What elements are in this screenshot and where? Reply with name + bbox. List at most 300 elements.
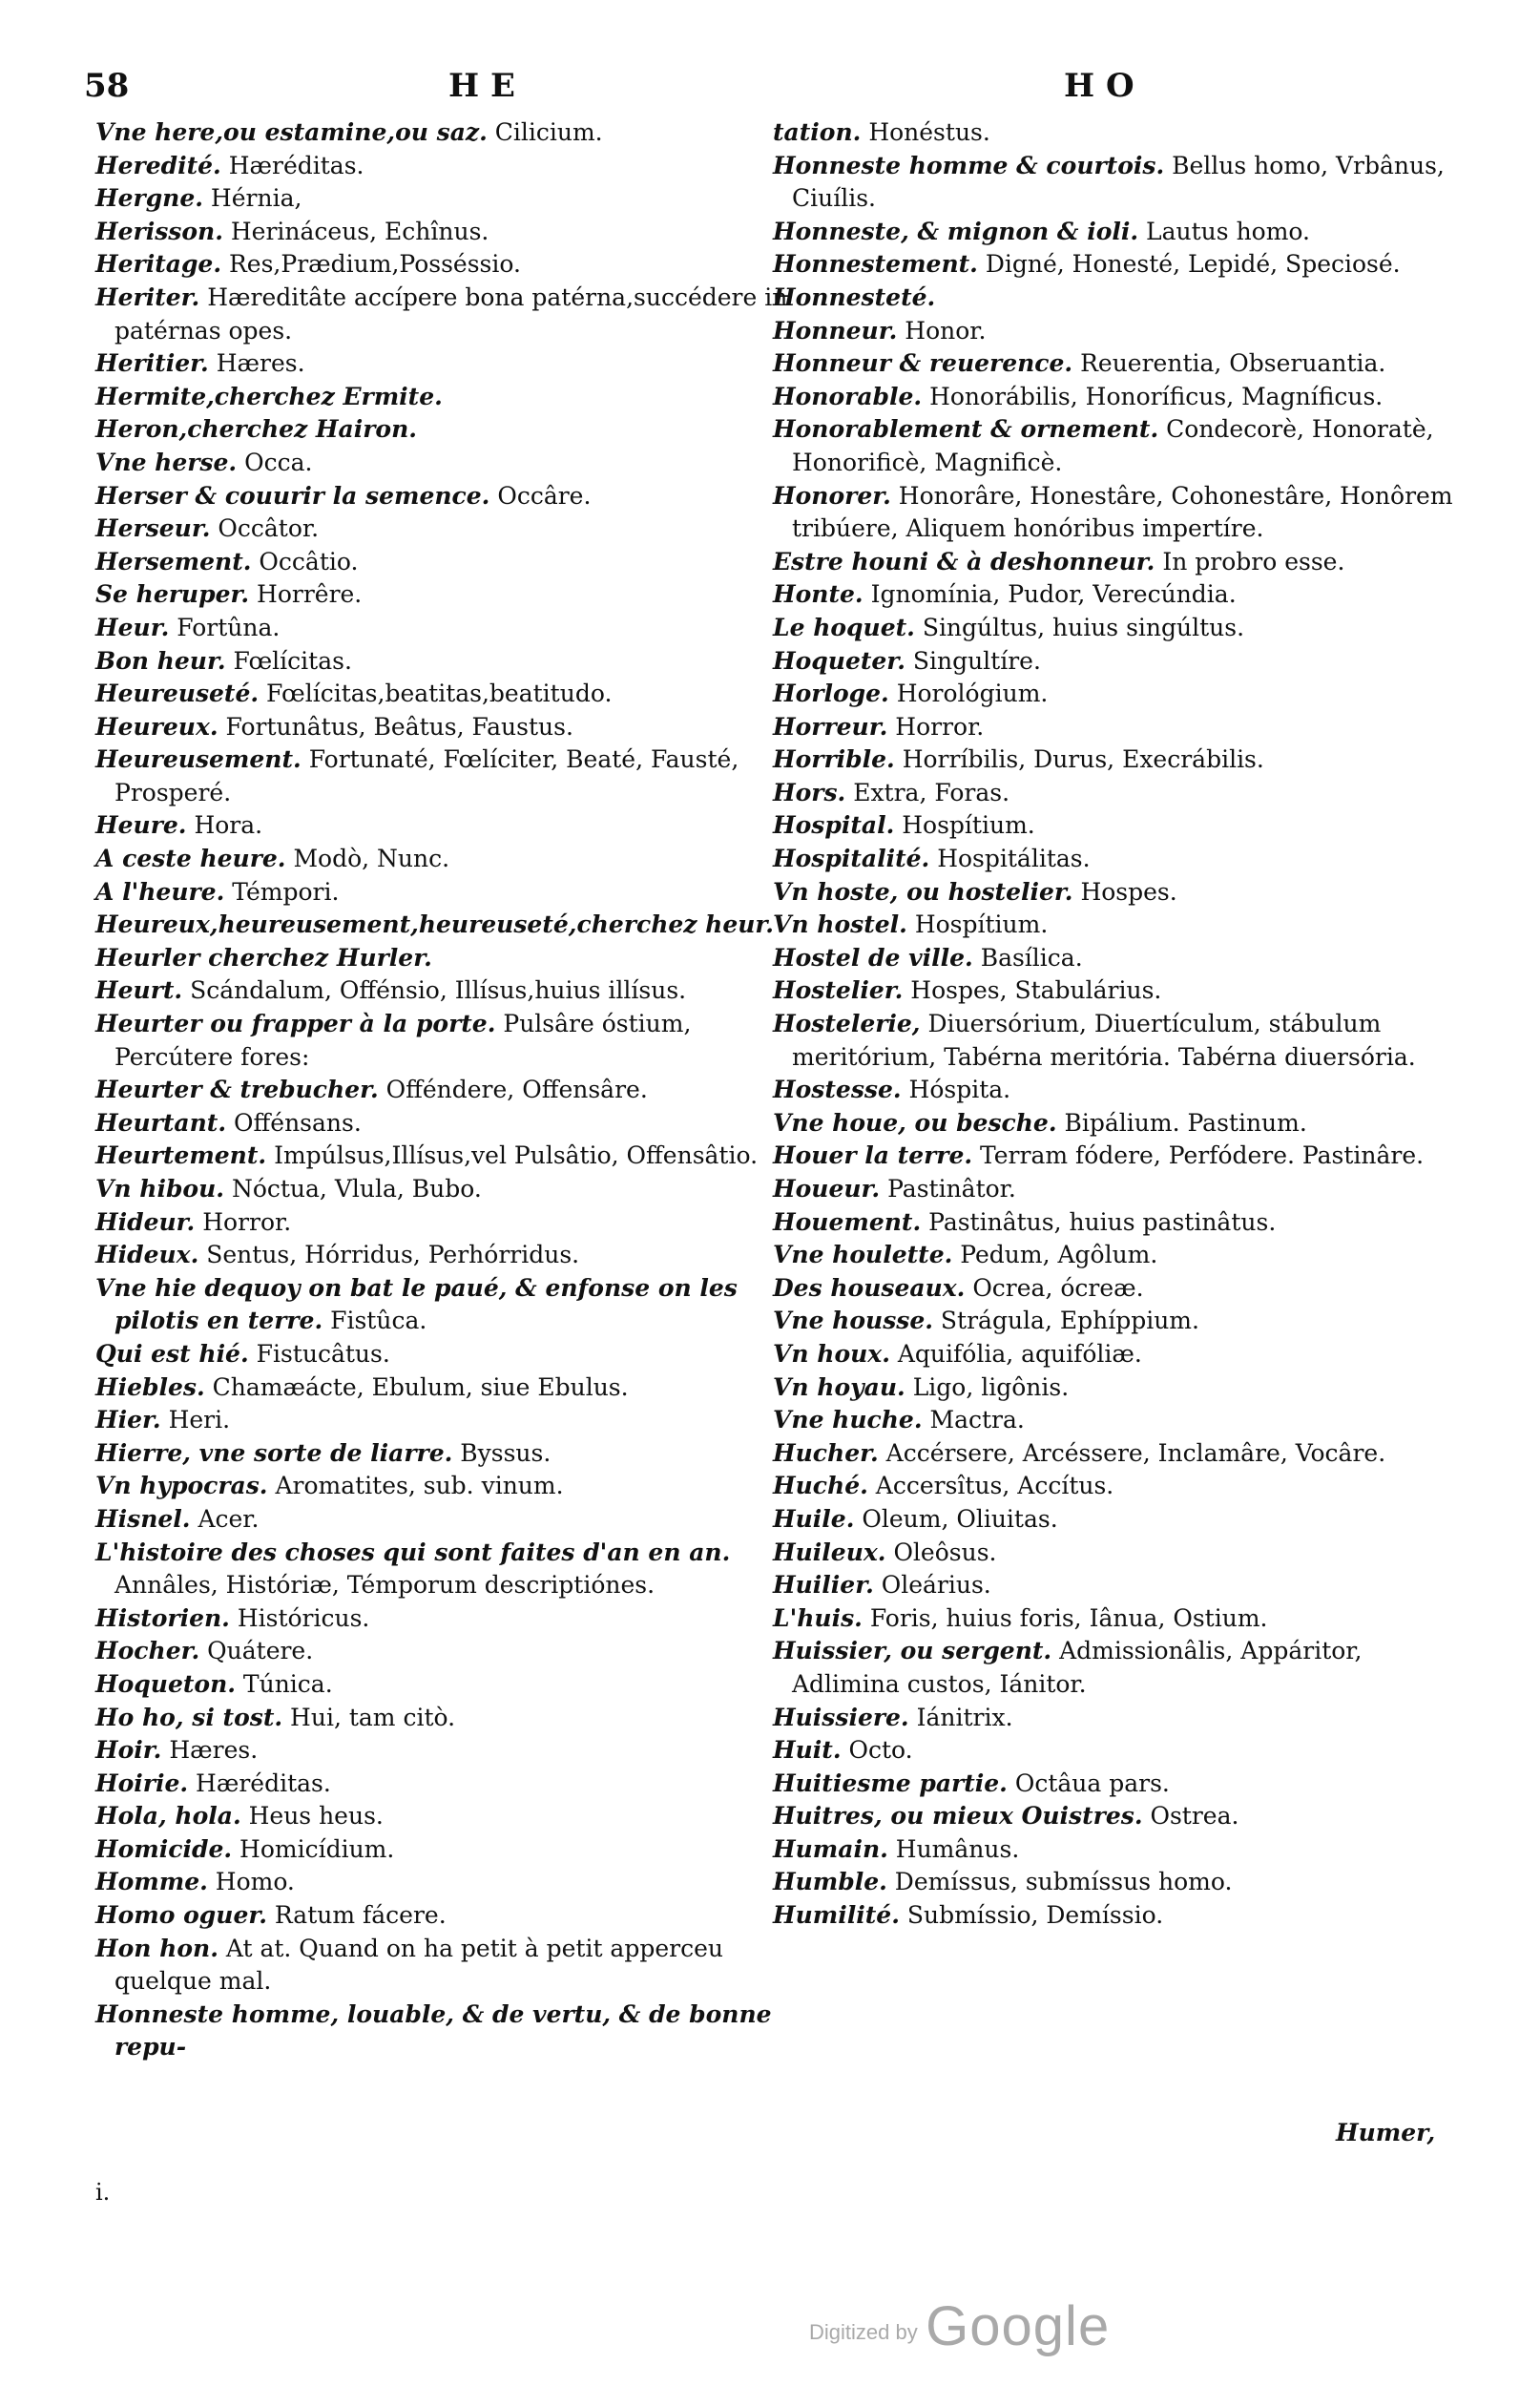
- dictionary-entry: [773, 1899, 1469, 1933]
- entry-headword: Hostelerie,: [773, 1010, 921, 1038]
- dictionary-entry: [95, 1173, 797, 1206]
- entry-translation: In probro esse.: [1162, 547, 1345, 576]
- dictionary-entry: [95, 1537, 797, 1602]
- entry-translation: Hóspita.: [908, 1076, 1011, 1104]
- entry-headword: Vn hoste, ou hostelier.: [773, 877, 1073, 906]
- entry-headword: Huché.: [773, 1472, 868, 1500]
- dictionary-entry: [95, 1933, 797, 1999]
- entry-translation: Reuerentia, Obseruantia.: [1080, 349, 1386, 378]
- dictionary-entry: [773, 282, 1469, 315]
- dictionary-entry: [95, 743, 797, 809]
- entry-headword: Hiebles.: [95, 1372, 205, 1401]
- entry-translation: Pedum, Agôlum.: [960, 1241, 1158, 1269]
- entry-translation: Témpori.: [232, 877, 340, 906]
- entry-headword: Heurler cherchez Hurler.: [95, 943, 432, 972]
- entry-headword: Heureusement.: [95, 745, 302, 774]
- entry-translation: Túnica.: [242, 1669, 333, 1698]
- entry-headword: Huile.: [773, 1504, 855, 1533]
- dictionary-entry: [773, 678, 1469, 711]
- entry-translation: Fœlícitas,beatitas,beatitudo.: [266, 680, 613, 708]
- dictionary-entry: [95, 1437, 797, 1471]
- entry-headword: Hon hon.: [95, 1934, 219, 1962]
- dictionary-entry: [95, 248, 797, 282]
- entry-translation: Horológium.: [896, 680, 1049, 708]
- dictionary-entry: [773, 1800, 1469, 1833]
- entry-translation: Iánitrix.: [916, 1703, 1013, 1731]
- watermark-prefix: Digitized by: [809, 2320, 918, 2344]
- entry-headword: Heurter & trebucher.: [95, 1076, 379, 1104]
- entry-translation: Fortunâtus, Beâtus, Faustus.: [225, 712, 573, 741]
- dictionary-entry: [773, 942, 1469, 975]
- entry-headword: Qui est hié.: [95, 1339, 249, 1368]
- running-head-left: H E: [448, 67, 515, 105]
- entry-translation: Pastinâtus, huius pastinâtus.: [928, 1207, 1277, 1236]
- dictionary-entry: [95, 1635, 797, 1668]
- entry-translation: Digné, Honesté, Lepidé, Speciosé.: [985, 250, 1401, 279]
- entry-headword: Humble.: [773, 1868, 887, 1896]
- dictionary-entry: [773, 743, 1469, 777]
- entry-headword: Hostesse.: [773, 1076, 902, 1104]
- entry-translation: Diuersórium, Diuertículum, stábulum meritórium, Tabérna meritória. Tabérna diuersória.: [792, 1010, 1416, 1071]
- digitized-watermark: [809, 2294, 1110, 2358]
- entry-headword: Hoirie.: [95, 1769, 189, 1797]
- entry-headword: Ho ho, si tost.: [95, 1703, 283, 1731]
- dictionary-entry: [95, 1668, 797, 1702]
- entry-headword: Houeur.: [773, 1175, 881, 1203]
- entry-headword: Vne houlette.: [773, 1241, 953, 1269]
- entry-headword: Honte.: [773, 580, 864, 609]
- dictionary-entry: [95, 1602, 797, 1636]
- entry-translation: Hæreditâte accípere bona patérna,succédere in patérnas opes.: [114, 283, 788, 345]
- entry-translation: Foris, huius foris, Iânua, Ostium.: [869, 1603, 1268, 1632]
- dictionary-entry: [773, 1833, 1469, 1867]
- entry-headword: Huileux.: [773, 1538, 886, 1566]
- entry-headword: Heureux.: [95, 712, 219, 741]
- dictionary-entry: [773, 578, 1469, 612]
- dictionary-entry: [773, 1338, 1469, 1371]
- entry-headword: A l'heure.: [95, 877, 225, 906]
- entry-headword: Heureuseté.: [95, 680, 260, 708]
- entry-headword: Hier.: [95, 1406, 161, 1434]
- dictionary-entry: [95, 1074, 797, 1107]
- dictionary-entry: [773, 1206, 1469, 1240]
- dictionary-entry: [773, 1503, 1469, 1537]
- entry-headword: Homicide.: [95, 1834, 233, 1863]
- entry-translation: Herináceus, Echînus.: [230, 217, 489, 245]
- dictionary-entry: [95, 282, 797, 347]
- entry-translation: Hui, tam citò.: [290, 1703, 456, 1731]
- entry-translation: Sentus, Hórridus, Perhórridus.: [206, 1241, 580, 1269]
- dictionary-entry: [95, 1008, 797, 1074]
- watermark-logo: Google: [926, 2295, 1111, 2357]
- entry-translation: Acer.: [198, 1504, 260, 1533]
- entry-translation: Horror.: [895, 712, 985, 741]
- entry-headword: Horrible.: [773, 745, 895, 774]
- entry-headword: Hucher.: [773, 1438, 879, 1467]
- dictionary-entry: [773, 1437, 1469, 1471]
- entry-translation: Oleum, Oliuitas.: [862, 1504, 1058, 1533]
- dictionary-entry: [95, 578, 797, 612]
- dictionary-entry: [95, 645, 797, 679]
- entry-translation: Hospes, Stabulárius.: [910, 976, 1162, 1005]
- entry-headword: L'histoire des choses qui sont faites d'an en an.: [95, 1538, 731, 1566]
- catchword: Humer,: [1336, 2119, 1436, 2146]
- entry-headword: Herser & couurir la semence.: [95, 481, 490, 510]
- entry-headword: Honneur.: [773, 316, 898, 345]
- entry-headword: Huissiere.: [773, 1703, 909, 1731]
- entry-headword: Horreur.: [773, 712, 888, 741]
- dictionary-entry: [95, 1107, 797, 1141]
- entry-translation: Singúltus, huius singúltus.: [922, 613, 1245, 641]
- entry-headword: tation.: [773, 118, 862, 146]
- entry-headword: Homo oguer.: [95, 1901, 267, 1930]
- dictionary-entry: [95, 876, 797, 910]
- entry-headword: Huissier, ou sergent.: [773, 1637, 1052, 1665]
- dictionary-entry: [773, 1866, 1469, 1899]
- entry-translation: Demíssus, submíssus homo.: [894, 1868, 1233, 1896]
- dictionary-entry: [95, 974, 797, 1008]
- entry-headword: Hospital.: [773, 811, 895, 840]
- dictionary-entry: [773, 1404, 1469, 1437]
- dictionary-entry: [773, 1371, 1469, 1405]
- entry-translation: Basílica.: [980, 943, 1083, 972]
- entry-headword: Honnestement.: [773, 250, 978, 279]
- entry-headword: Vn houx.: [773, 1339, 890, 1368]
- entry-translation: Honorábilis, Honoríficus, Magníficus.: [929, 382, 1384, 410]
- entry-translation: Fortunaté, Fœlíciter, Beaté, Fausté, Prosperé.: [114, 745, 739, 806]
- dictionary-entry: [95, 1338, 797, 1371]
- dictionary-entry: [773, 216, 1469, 249]
- dictionary-entry: [773, 1074, 1469, 1107]
- entry-translation: Hérnia,: [210, 184, 302, 213]
- dictionary-entry: [95, 1833, 797, 1867]
- entry-translation: Honéstus.: [868, 118, 990, 146]
- dictionary-entry: [773, 381, 1469, 414]
- dictionary-entry: [95, 1470, 797, 1503]
- dictionary-entry: [95, 1866, 797, 1899]
- dictionary-entry: [773, 1537, 1469, 1570]
- entry-headword: Hideux.: [95, 1241, 199, 1269]
- entry-headword: Hergne.: [95, 184, 203, 213]
- entry-headword: Honneste homme & courtois.: [773, 151, 1165, 179]
- entry-headword: Houement.: [773, 1207, 922, 1236]
- entry-translation: Res,Prædium,Posséssio.: [228, 250, 521, 279]
- entry-translation: Occâre.: [497, 481, 592, 510]
- entry-headword: L'huis.: [773, 1603, 863, 1632]
- dictionary-entry: [95, 1206, 797, 1240]
- dictionary-entry: [773, 1470, 1469, 1503]
- entry-headword: Heriter.: [95, 283, 200, 311]
- dictionary-entry: [773, 974, 1469, 1008]
- entry-headword: Honneur & reuerence.: [773, 349, 1073, 378]
- entry-translation: Occâtor.: [218, 514, 320, 543]
- entry-headword: Vne here,ou estamine,ou saz.: [95, 118, 488, 146]
- dictionary-entry: [773, 809, 1469, 843]
- dictionary-entry: [95, 1371, 797, 1405]
- dictionary-entry: [773, 347, 1469, 381]
- dictionary-entry: [773, 1635, 1469, 1701]
- entry-translation: At at. Quand on ha petit à petit apperceu quelque mal.: [114, 1934, 723, 1996]
- entry-translation: Hæréditas.: [228, 151, 364, 179]
- entry-headword: Heritier.: [95, 349, 209, 378]
- dictionary-entry: [95, 1800, 797, 1833]
- entry-translation: Mactra.: [929, 1406, 1025, 1434]
- entry-translation: Hæréditas.: [196, 1769, 331, 1797]
- entry-translation: Heus heus.: [248, 1802, 384, 1831]
- entry-translation: Oleárius.: [881, 1571, 991, 1600]
- entry-headword: Heredité.: [95, 151, 221, 179]
- entry-translation: Hora.: [194, 811, 263, 840]
- entry-headword: Vne housse.: [773, 1307, 933, 1335]
- entry-translation: Honor.: [905, 316, 987, 345]
- entry-headword: Heurt.: [95, 976, 183, 1005]
- dictionary-entry: [95, 711, 797, 744]
- dictionary-entry: [773, 612, 1469, 645]
- entry-translation: Horror.: [202, 1207, 292, 1236]
- entry-translation: Occâtio.: [259, 547, 359, 576]
- dictionary-entry: [95, 1734, 797, 1768]
- entry-headword: Huilier.: [773, 1571, 874, 1600]
- entry-translation: Offéndere, Offensâre.: [385, 1076, 648, 1104]
- dictionary-entry: [95, 809, 797, 843]
- dictionary-entry: [95, 1503, 797, 1537]
- entry-translation: Aquifólia, aquifóliæ.: [897, 1339, 1142, 1368]
- entry-translation: Hospítium.: [914, 910, 1049, 939]
- page-number: 58: [84, 67, 130, 105]
- dictionary-entry: [773, 1305, 1469, 1338]
- entry-translation: Terram fódere, Perfódere. Pastinâre.: [980, 1141, 1425, 1170]
- dictionary-entry: [773, 1768, 1469, 1801]
- entry-translation: Bipálium. Pastinum.: [1064, 1108, 1307, 1137]
- dictionary-entry: [95, 150, 797, 183]
- entry-headword: Herisson.: [95, 217, 223, 245]
- entry-headword: Humain.: [773, 1834, 888, 1863]
- entry-translation: Horrêre.: [257, 580, 363, 609]
- dictionary-entry: [773, 1569, 1469, 1602]
- signature-mark: i.: [95, 2179, 111, 2206]
- dictionary-entry: [773, 1702, 1469, 1735]
- dictionary-entry: [95, 182, 797, 216]
- dictionary-entry: [95, 612, 797, 645]
- entry-translation: Oleôsus.: [893, 1538, 997, 1566]
- dictionary-entry: [773, 413, 1469, 479]
- entry-translation: Hospitálitas.: [937, 845, 1091, 873]
- entry-translation: Byssus.: [460, 1438, 551, 1467]
- entry-headword: Hostel de ville.: [773, 943, 973, 972]
- entry-translation: Aromatites, sub. vinum.: [275, 1472, 564, 1500]
- dictionary-entry: [773, 248, 1469, 282]
- entry-headword: Vne hie dequoy on bat le paué, & enfonse on les pilotis en terre.: [95, 1273, 738, 1335]
- entry-translation: Scándalum, Offénsio, Illísus,huius illísus.: [190, 976, 687, 1005]
- entry-headword: Horloge.: [773, 680, 889, 708]
- entry-translation: Ostrea.: [1150, 1802, 1239, 1831]
- entry-translation: Homo.: [215, 1868, 295, 1896]
- entry-headword: Herseur.: [95, 514, 211, 543]
- dictionary-entry: [773, 876, 1469, 910]
- entry-headword: Heron,cherchez Hairon.: [95, 415, 417, 444]
- entry-translation: Pastinâtor.: [887, 1175, 1016, 1203]
- entry-headword: Heurter ou frapper à la porte.: [95, 1010, 496, 1038]
- entry-headword: Hierre, vne sorte de liarre.: [95, 1438, 453, 1467]
- entry-translation: Históricus.: [237, 1603, 370, 1632]
- entry-translation: Admissionâlis, Appáritor, Adlimina custos, Iánitor.: [792, 1637, 1363, 1698]
- entry-translation: Lautus homo.: [1146, 217, 1310, 245]
- left-column: [95, 116, 797, 2064]
- dictionary-entry: [773, 480, 1469, 546]
- dictionary-entry: [773, 777, 1469, 810]
- entry-translation: Quátere.: [207, 1637, 314, 1665]
- dictionary-entry: [773, 711, 1469, 744]
- entry-translation: Horríbilis, Durus, Execrábilis.: [902, 745, 1264, 774]
- entry-headword: Honnesteté.: [773, 283, 936, 311]
- entry-headword: Homme.: [95, 1868, 208, 1896]
- entry-translation: Ligo, ligônis.: [912, 1372, 1070, 1401]
- entry-translation: Accersîtus, Accítus.: [875, 1472, 1114, 1500]
- entry-headword: Hoqueter.: [773, 646, 905, 675]
- dictionary-entry: [95, 909, 797, 942]
- entry-translation: Bellus homo, Vrbânus, Ciuílis.: [792, 151, 1445, 213]
- entry-headword: Hospitalité.: [773, 845, 930, 873]
- entry-headword: Houer la terre.: [773, 1141, 973, 1170]
- entry-translation: Occa.: [244, 448, 313, 476]
- entry-headword: Heurtement.: [95, 1141, 267, 1170]
- entry-translation: Offénsans.: [234, 1108, 362, 1137]
- entry-translation: Accérsere, Arcéssere, Inclamâre, Vocâre.: [885, 1438, 1386, 1467]
- dictionary-entry: [773, 1107, 1469, 1141]
- entry-headword: Hola, hola.: [95, 1802, 241, 1831]
- entry-translation: Nóctua, Vlula, Bubo.: [231, 1175, 482, 1203]
- dictionary-entry: [95, 116, 797, 150]
- dictionary-entry: [95, 413, 797, 447]
- dictionary-entry: [95, 447, 797, 480]
- entry-translation: Homicídium.: [239, 1834, 395, 1863]
- entry-headword: Hostelier.: [773, 976, 904, 1005]
- entry-headword: Honorablement & ornement.: [773, 415, 1159, 444]
- dictionary-entry: [95, 1239, 797, 1272]
- entry-headword: Vn hostel.: [773, 910, 907, 939]
- dictionary-entry: [95, 1140, 797, 1173]
- entry-headword: Hermite,cherchez Ermite.: [95, 382, 443, 410]
- entry-headword: Honneste homme, louable, & de vertu, & de bonne repu-: [95, 1999, 772, 2062]
- dictionary-entry: [95, 1272, 797, 1338]
- entry-headword: Heritage.: [95, 250, 222, 279]
- entry-headword: Hors.: [773, 778, 846, 806]
- entry-headword: Huit.: [773, 1736, 842, 1765]
- dictionary-entry: [773, 1239, 1469, 1272]
- dictionary-entry: [95, 1899, 797, 1933]
- dictionary-entry: [95, 1999, 797, 2064]
- dictionary-entry: [95, 546, 797, 579]
- entry-headword: Hersement.: [95, 547, 252, 576]
- entry-translation: Impúlsus,Illísus,vel Pulsâtio, Offensâtio.: [274, 1141, 759, 1170]
- entry-headword: Des houseaux.: [773, 1273, 966, 1302]
- entry-translation: Extra, Foras.: [853, 778, 1010, 806]
- entry-headword: Huitiesme partie.: [773, 1769, 1008, 1797]
- entry-headword: Estre houni & à deshonneur.: [773, 547, 1155, 576]
- entry-headword: A ceste heure.: [95, 845, 286, 873]
- entry-headword: Hoir.: [95, 1736, 162, 1765]
- dictionary-entry: [95, 480, 797, 513]
- dictionary-entry: [773, 645, 1469, 679]
- dictionary-entry: [95, 347, 797, 381]
- entry-translation: Ignomínia, Pudor, Verecúndia.: [870, 580, 1237, 609]
- entry-headword: Hideur.: [95, 1207, 196, 1236]
- dictionary-entry: [773, 150, 1469, 216]
- entry-headword: Historien.: [95, 1603, 230, 1632]
- entry-headword: Hoqueton.: [95, 1669, 236, 1698]
- right-column: [773, 116, 1469, 1933]
- dictionary-entry: [95, 1702, 797, 1735]
- dictionary-entry: [773, 116, 1469, 150]
- entry-translation: Octâua pars.: [1014, 1769, 1170, 1797]
- dictionary-entry: [773, 546, 1469, 579]
- entry-translation: Honorâre, Honestâre, Cohonestâre, Honôrem tribúere, Aliquem honóribus impertíre.: [792, 481, 1453, 543]
- entry-headword: Le hoquet.: [773, 613, 915, 641]
- entry-translation: Singultíre.: [912, 646, 1041, 675]
- entry-headword: Heurtant.: [95, 1108, 227, 1137]
- entry-translation: Hospes.: [1080, 877, 1177, 906]
- entry-translation: Humânus.: [895, 1834, 1020, 1863]
- dictionary-entry: [773, 1272, 1469, 1306]
- dictionary-entry: [95, 843, 797, 876]
- dictionary-entry: [95, 942, 797, 975]
- entry-headword: Heur.: [95, 613, 170, 641]
- dictionary-entry: [95, 216, 797, 249]
- dictionary-entry: [773, 843, 1469, 876]
- entry-headword: Hocher.: [95, 1637, 200, 1665]
- entry-headword: Hisnel.: [95, 1504, 191, 1533]
- entry-headword: Honneste, & mignon & ioli.: [773, 217, 1139, 245]
- dictionary-entry: [773, 1173, 1469, 1206]
- dictionary-entry: [95, 678, 797, 711]
- entry-translation: Fœlícitas.: [233, 646, 352, 675]
- dictionary-entry: [95, 513, 797, 546]
- entry-translation: Pulsâre óstium, Percútere fores:: [114, 1010, 692, 1071]
- running-head-right: H O: [1064, 67, 1134, 105]
- entry-headword: Se heruper.: [95, 580, 250, 609]
- entry-translation: Fistûca.: [330, 1307, 427, 1335]
- entry-translation: Octo.: [848, 1736, 913, 1765]
- entry-translation: Ratum fácere.: [274, 1901, 447, 1930]
- entry-headword: Vne houe, ou besche.: [773, 1108, 1057, 1137]
- entry-translation: Strágula, Ephíppium.: [940, 1307, 1199, 1335]
- dictionary-entry: [773, 315, 1469, 348]
- dictionary-entry: [95, 1404, 797, 1437]
- entry-headword: Honorer.: [773, 481, 891, 510]
- entry-headword: Honorable.: [773, 382, 923, 410]
- dictionary-entry: [95, 381, 797, 414]
- dictionary-entry: [773, 1734, 1469, 1768]
- entry-headword: Vne herse.: [95, 448, 238, 476]
- entry-translation: Ocrea, ócreæ.: [972, 1273, 1144, 1302]
- entry-translation: Fistucâtus.: [256, 1339, 390, 1368]
- entry-translation: Fortûna.: [177, 613, 281, 641]
- entry-translation: Heri.: [168, 1406, 231, 1434]
- entry-translation: Condecorè, Honoratè, Honorificè, Magnificè.: [792, 415, 1434, 476]
- entry-headword: Heureux,heureusement,heureuseté,cherchez heur.: [95, 910, 775, 939]
- entry-headword: Vne huche.: [773, 1406, 923, 1434]
- entry-translation: Submíssio, Demíssio.: [906, 1901, 1164, 1930]
- dictionary-entry: [773, 909, 1469, 942]
- entry-headword: Vn hoyau.: [773, 1372, 905, 1401]
- dictionary-entry: [95, 1768, 797, 1801]
- entry-translation: Hæres.: [169, 1736, 259, 1765]
- dictionary-entry: [773, 1008, 1469, 1074]
- entry-headword: Vn hypocras.: [95, 1472, 268, 1500]
- entry-translation: Modò, Nunc.: [293, 845, 450, 873]
- dictionary-entry: [773, 1602, 1469, 1636]
- entry-translation: Hæres.: [216, 349, 305, 378]
